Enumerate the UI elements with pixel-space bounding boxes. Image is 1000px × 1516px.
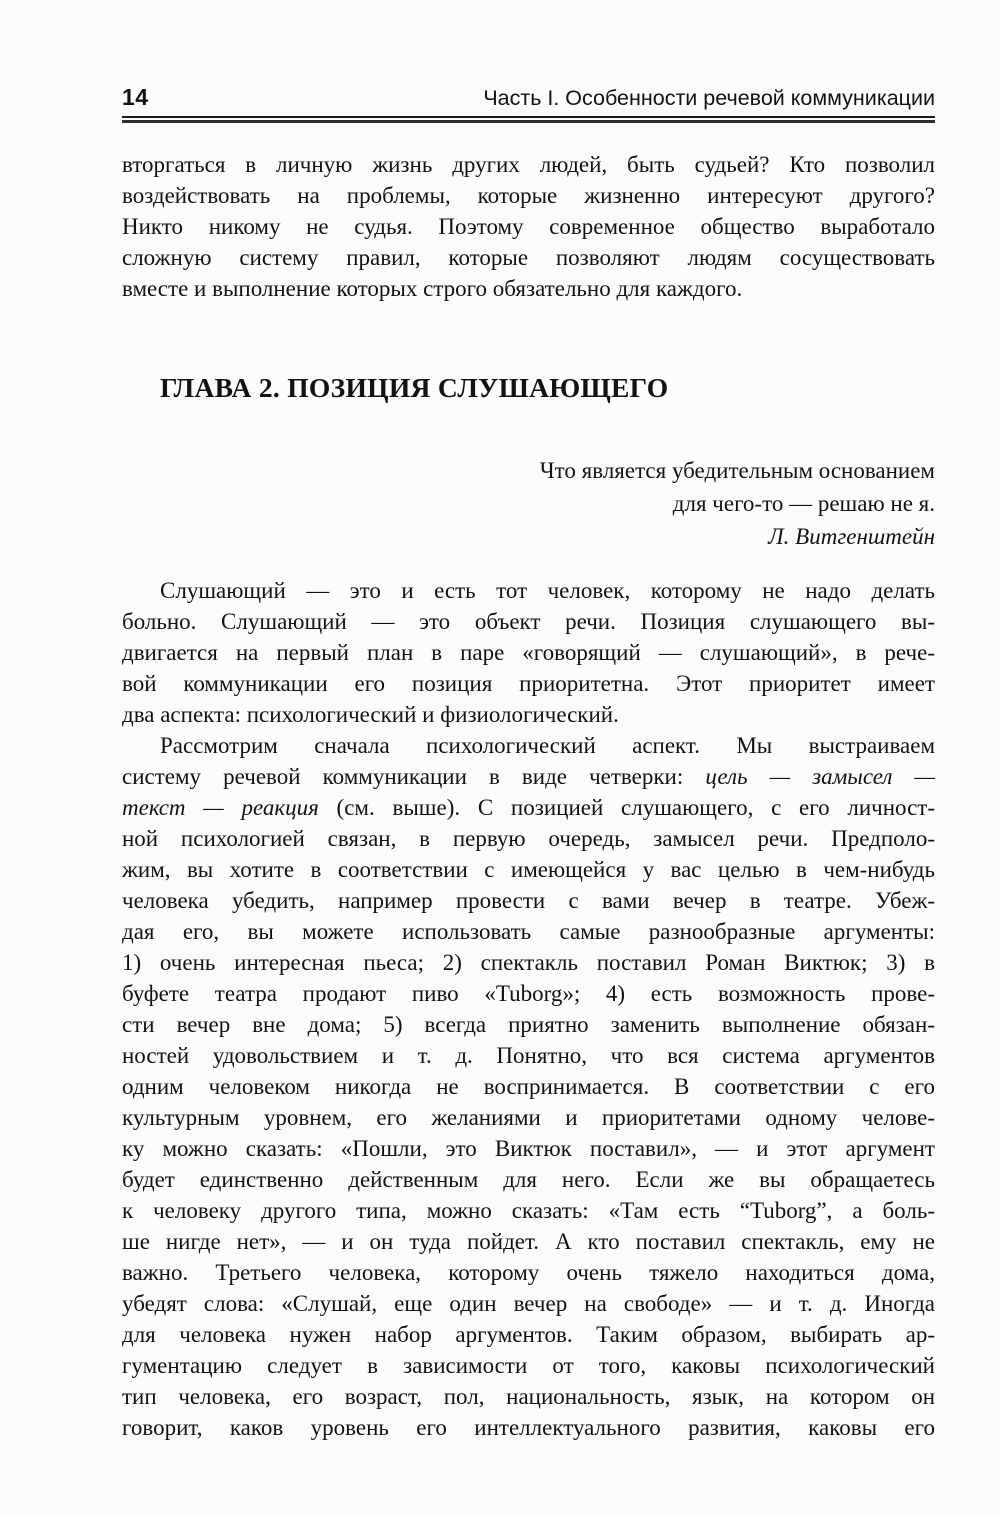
text-line <box>122 1288 935 1319</box>
text-run: систему речевой коммуникации в виде четверки: <box>122 764 706 789</box>
text-line <box>122 1009 935 1040</box>
chapter-heading: ГЛАВА 2. ПОЗИЦИЯ СЛУШАЮЩЕГО <box>160 372 669 403</box>
header-rule-thin <box>122 116 935 118</box>
text-run: говорит, каков уровень его интеллектуального развития, каковы его <box>122 1415 935 1440</box>
text-line <box>122 761 935 792</box>
page-number: 14 <box>122 84 149 110</box>
text-line <box>122 1319 935 1350</box>
text-run: ше нигде нет», — и он туда пойдет. А кто поставил спектакль, ему не <box>122 1229 935 1254</box>
text-line <box>122 1257 935 1288</box>
text-line <box>122 699 935 730</box>
text-line <box>122 637 935 668</box>
text-run: Слушающий — это и есть тот человек, которому не надо делать <box>160 578 935 603</box>
text-run: 1) очень интересная пьеса; 2) спектакль поставил Роман Виктюк; 3) в <box>122 950 935 975</box>
running-header <box>122 84 935 111</box>
text-line <box>122 180 935 211</box>
header-rule-thick <box>122 120 935 123</box>
text-run: культурным уровнем, его желаниями и приоритетами одному челове- <box>122 1105 935 1130</box>
text-run: тип человека, его возраст, пол, национальность, язык, на котором он <box>122 1384 935 1409</box>
running-title: Часть I. Особенности речевой коммуникации <box>483 86 935 110</box>
header-divider <box>122 116 935 123</box>
text-line <box>122 1381 935 1412</box>
text-run: человека убедить, например провести с вами вечер в театре. Убеж- <box>122 888 935 913</box>
paragraph <box>122 149 935 304</box>
text-run: сложную систему правил, которые позволяют людям сосуществовать <box>122 245 935 270</box>
text-line <box>122 885 935 916</box>
text-run: дая его, вы можете использовать самые разнообразные аргументы: <box>122 919 935 944</box>
text-line <box>122 1226 935 1257</box>
intro-paragraph-slot <box>122 149 935 304</box>
epigraph-line: для чего-то — решаю не я. <box>672 491 935 516</box>
text-run: буфете театра продают пиво «Tuborg»; 4) есть возможность прове- <box>122 981 935 1006</box>
text-run: воздействовать на проблемы, которые жизненно интересуют другого? <box>122 183 935 208</box>
text-line <box>122 1040 935 1071</box>
text-run: ку можно сказать: «Пошли, это Виктюк поставил», — и этот аргумент <box>122 1136 935 1161</box>
text-line <box>122 1164 935 1195</box>
text-line <box>122 854 935 885</box>
text-line <box>122 947 935 978</box>
text-line <box>122 978 935 1009</box>
text-run: два аспекта: психологический и физиологический. <box>122 702 619 727</box>
text-run: одним человеком никогда не воспринимается. В соответствии с его <box>122 1074 935 1099</box>
text-run: Никто никому не судья. Поэтому современное общество выработало <box>122 214 935 239</box>
italic-run: цель — замысел — <box>705 764 935 789</box>
text-run: убедят слова: «Слушай, еще один вечер на свободе» — и т. д. Иногда <box>122 1291 935 1316</box>
text-line <box>122 1071 935 1102</box>
text-run: (см. выше). С позицией слушающего, с его личност- <box>318 795 935 820</box>
text-line <box>122 792 935 823</box>
epigraph <box>122 454 935 553</box>
paragraph <box>122 575 935 730</box>
text-line <box>122 823 935 854</box>
epigraph-line: Что является убедительным основанием <box>539 458 935 483</box>
text-run: вместе и выполнение которых строго обязательно для каждого. <box>122 276 743 301</box>
text-line <box>122 211 935 242</box>
text-run: жим, вы хотите в соответствии с имеющейся у вас целью в чем-нибудь <box>122 857 935 882</box>
text-line <box>122 916 935 947</box>
text-line <box>122 273 935 304</box>
paragraph <box>122 730 935 1443</box>
text-line <box>122 1102 935 1133</box>
text-run: ной психологией связан, в первую очередь, замысел речи. Предполо- <box>122 826 935 851</box>
text-line <box>122 575 935 606</box>
text-run: гументацию следует в зависимости от того, каковы психологический <box>122 1353 935 1378</box>
text-line <box>122 730 935 761</box>
text-line <box>122 1195 935 1226</box>
text-line <box>122 1350 935 1381</box>
epigraph-attribution: Л. Витгенштейн <box>768 524 935 549</box>
text-line <box>122 1133 935 1164</box>
text-run: важно. Третьего человека, которому очень тяжело находиться дома, <box>122 1260 935 1285</box>
text-run: сти вечер вне дома; 5) всегда приятно заменить выполнение обязан- <box>122 1012 935 1037</box>
italic-run: текст — реакция <box>122 795 319 820</box>
text-run: ностей удовольствием и т. д. Понятно, что вся система аргументов <box>122 1043 935 1068</box>
text-run: к человеку другого типа, можно сказать: «Там есть “Tuborg”, а боль- <box>122 1198 935 1223</box>
text-run: больно. Слушающий — это объект речи. Позиция слушающего вы- <box>122 609 935 634</box>
text-line <box>122 606 935 637</box>
body-text <box>122 575 935 1443</box>
text-line <box>122 242 935 273</box>
text-line <box>122 668 935 699</box>
text-run: вой коммуникации его позиция приоритетна. Этот приоритет имеет <box>122 671 935 696</box>
text-line <box>122 1412 935 1443</box>
text-run: вторгаться в личную жизнь других людей, быть судьей? Кто позволил <box>122 152 935 177</box>
text-run: Рассмотрим сначала психологический аспект. Мы выстраиваем <box>160 733 935 758</box>
text-line <box>122 149 935 180</box>
text-run: двигается на первый план в паре «говорящий — слушающий», в рече- <box>122 640 935 665</box>
text-run: для человека нужен набор аргументов. Таким образом, выбирать ар- <box>122 1322 935 1347</box>
text-run: будет единственно действенным для него. Если же вы обращаетесь <box>122 1167 935 1192</box>
